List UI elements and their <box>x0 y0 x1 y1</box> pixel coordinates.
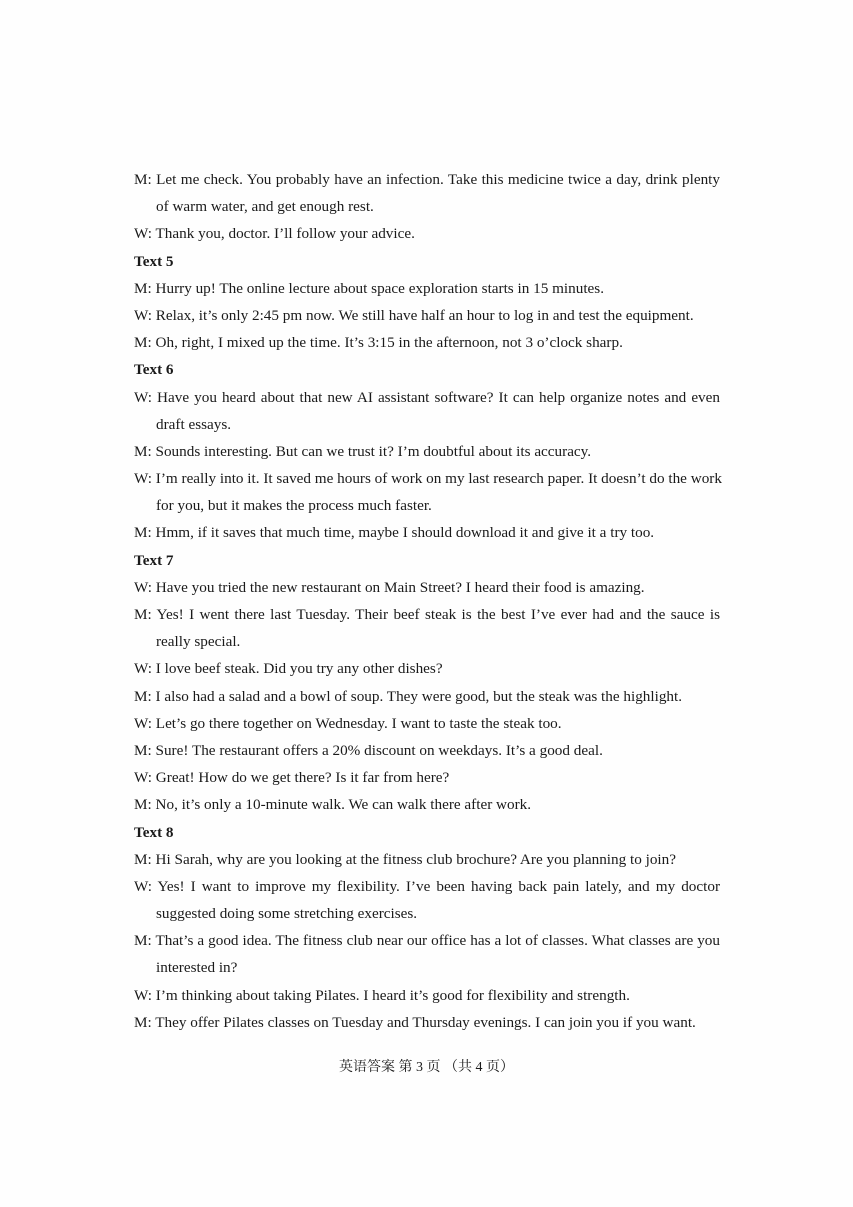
section-heading-text-7: Text 7 <box>134 551 174 569</box>
transcript-body <box>134 166 720 1036</box>
dialogue-line: W: Let’s go there together on Wednesday. I want to taste the steak too. <box>134 714 562 732</box>
section-heading-text-5: Text 5 <box>134 252 174 270</box>
dialogue-line: M: Sure! The restaurant offers a 20% discount on weekdays. It’s a good deal. <box>134 741 603 759</box>
dialogue-line: M: Oh, right, I mixed up the time. It’s 3:15 in the afternoon, not 3 o’clock sharp. <box>134 334 623 352</box>
dialogue-line: M: Yes! I went there last Tuesday. Their beef steak is the best I’ve ever had and the sauce is <box>134 606 720 623</box>
dialogue-line-continued: interested in? <box>156 959 238 977</box>
dialogue-line: M: Let me check. You probably have an infection. Take this medicine twice a day, drink plenty <box>134 171 720 188</box>
dialogue-line: M: No, it’s only a 10-minute walk. We can walk there after work. <box>134 796 532 814</box>
dialogue-line-continued: for you, but it makes the process much faster. <box>156 497 432 515</box>
dialogue-line-continued: really special. <box>156 633 241 651</box>
dialogue-line: M: Sounds interesting. But can we trust it? I’m doubtful about its accuracy. <box>134 442 592 460</box>
dialogue-line: W: I’m really into it. It saved me hours of work on my last research paper. It doesn’t do the work <box>134 470 722 488</box>
dialogue-line: M: Hmm, if it saves that much time, maybe I should download it and give it a try too. <box>134 524 655 542</box>
dialogue-line: W: Great! How do we get there? Is it far from here? <box>134 769 450 787</box>
page-footer: 英语答案 第 3 页 （共 4 页） <box>339 1060 514 1075</box>
dialogue-line-continued: suggested doing some stretching exercises. <box>156 905 418 923</box>
dialogue-line: W: Yes! I want to improve my flexibility. I’ve been having back pain lately, and my doctor <box>134 877 720 895</box>
dialogue-line: M: Hi Sarah, why are you looking at the fitness club brochure? Are you planning to join? <box>134 850 676 868</box>
dialogue-line: M: Hurry up! The online lecture about space exploration starts in 15 minutes. <box>134 279 604 297</box>
dialogue-line-continued: of warm water, and get enough rest. <box>156 198 374 216</box>
dialogue-line: W: Have you tried the new restaurant on Main Street? I heard their food is amazing. <box>134 578 645 596</box>
dialogue-line: W: Relax, it’s only 2:45 pm now. We still have half an hour to log in and test the equipment. <box>134 306 694 324</box>
dialogue-line: W: Thank you, doctor. I’ll follow your advice. <box>134 225 415 243</box>
section-heading-text-8: Text 8 <box>134 823 174 841</box>
dialogue-line: W: Have you heard about that new AI assistant software? It can help organize notes and even <box>134 388 720 406</box>
dialogue-line: M: That’s a good idea. The fitness club near our office has a lot of classes. What classes are you <box>134 932 720 950</box>
dialogue-line: M: They offer Pilates classes on Tuesday and Thursday evenings. I can join you if you want. <box>134 1013 696 1031</box>
dialogue-line: W: I’m thinking about taking Pilates. I heard it’s good for flexibility and strength. <box>134 986 630 1004</box>
section-heading-text-6: Text 6 <box>134 361 174 379</box>
dialogue-line: W: I love beef steak. Did you try any other dishes? <box>134 660 443 678</box>
dialogue-line-continued: draft essays. <box>156 415 232 433</box>
dialogue-line: M: I also had a salad and a bowl of soup. They were good, but the steak was the highlight. <box>134 687 683 705</box>
